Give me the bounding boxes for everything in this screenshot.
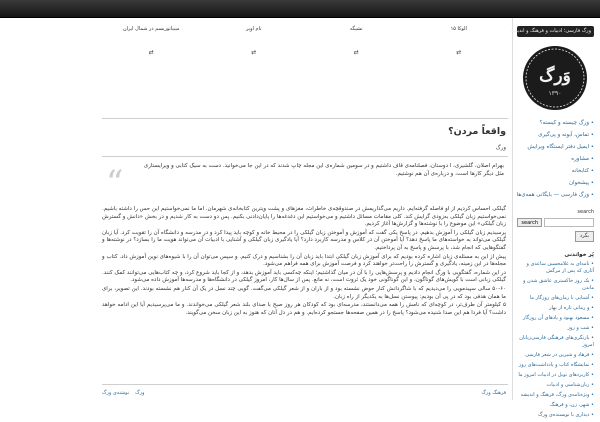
sidebar-item-consult[interactable]: • مشاوره [517,153,594,165]
recent-item[interactable]: • دیداری با نویسنده‌ی ورگ [517,412,594,419]
category-row [100,26,510,68]
recent-item[interactable]: • نمایشگاه کتاب و یادداشت‌های روز [517,362,594,369]
footer-post-link[interactable]: نوشته‌ی ورگ [102,389,130,396]
recent-item[interactable]: • زبان‌شناسی و ادبیات [517,382,594,389]
divider [102,384,508,385]
post-paragraph: پیش از این به مسئله‌ی زبان اشاره کرده بودیم که برای آموزش زبان گیلکی ابتدا باید زبان آن را بشناسیم و درک کنیم. و سپس می‌توان آن را با شیوه‌های نوین آموزش داد. کتاب و مجله‌ها در این زمینه، یادگیری و گسترش را راحت‌تر خواهند کرد و فرصت آموزش برای همه فراهم می‌شود. [102,253,506,268]
sidebar-item-editor-email[interactable]: • ایمیل دفتر ایستگاه ویرایش [517,141,594,153]
sidebar-item-library[interactable]: • کتابخانه [517,165,594,177]
category-item-3[interactable] [219,26,289,68]
recent-item[interactable]: • و رمانی تازه از بهار [517,305,594,312]
footer-author-link[interactable]: ورگ [135,389,145,396]
recent-item[interactable]: • شهر، زن، و فرهنگ [517,402,594,409]
category-label: مینیاتوریسم در شمال ایران [122,26,180,32]
top-bar [0,0,600,18]
sidebar [510,18,598,418]
recent-item[interactable]: • ویژه‌نامه‌ی ورگ، فرهنگ و اندیشه [517,392,594,399]
recent-item[interactable]: • نامه‌ای به غلامحسین ساعدی و آثاری که پس از مرگش [517,261,594,275]
category-item-1[interactable] [424,26,494,68]
recent-item[interactable]: • بازنگری‌های فرهنگی فارسی‌زبانان امروز [517,335,594,349]
post-excerpt: بهرام اصلان، گلشیری، ا دوستان، فصلنامه‌ی قاف داشتیم و در سومین شماره‌ی این مجله چاپ شدند که در این جا می‌خوانید. دست به سیک کتابی و ویرایستاری مثل دیگر کارها است، و درباره‌ی آن هم نوشتیم. [143,163,504,177]
logo-year: ۱۳۹۰ [548,90,562,97]
main-column [100,18,510,400]
recent-item[interactable]: • فرهاد و شیرین در شعر فارسی [517,352,594,359]
site-logo[interactable] [516,45,594,111]
site-tagline: ورگ فارسی؛ ادبیات و فرهنگ و اندیشه [517,26,594,37]
search-label: search [577,209,594,215]
shuffle-icon: ⇄ [353,49,359,56]
recent-item[interactable]: • مسعود بهنود و یادهای آن روزگار [517,315,594,322]
sidebar-item-archive[interactable]: • ورگ فارسی — بایگانی همه‌ی‌ها [517,189,594,201]
sidebar-item-about[interactable]: • ورگ چیسته و کیسته؟ [517,117,594,129]
sidebar-item-desk[interactable]: • پیشخوان [517,177,594,189]
recent-heading: پُر خواندنی [564,252,594,258]
category-item-2[interactable] [321,26,391,68]
search-input[interactable] [544,218,594,227]
recent-list [517,261,594,419]
post-paragraph: پرسیدیم زبان گیلکی را آموزش بدهیم. در پاسخ یکی گفت که آموزش و آموختن زبان گیلکی را در محیط خانه و کوچه باید پیدا کرد و در مدرسه و دانشگاه آن را تقویت کرد. آیا زبان گیلکی می‌تواند به خواسته‌های ما پاسخ دهد؟ آیا آموختن آن در کلاس و مدرسه کاربرد دارد؟ آیا یادگیری زبان گیلکی و آشنایی با ادبیات آن می‌تواند هویت ما را بسازد؟ در نوشته‌ها و گفتگوهایی که انجام شد، با پرسش و پاسخ به آن پرداختیم. [102,229,506,251]
sidebar-nav [517,117,594,201]
sidebar-item-contact[interactable]: • تماس، آبونه و پی‌گیری [517,129,594,141]
search-box [517,209,594,216]
category-label: نشیگه [349,26,363,32]
recent-item[interactable]: • یک روز خاکستری عاشق شدن و ماندن [517,278,594,292]
logo-text: وَرگ [539,66,571,86]
go-button[interactable]: بگرد [575,231,594,242]
shuffle-icon: ⇄ [251,49,257,56]
logo-emblem [522,45,588,111]
divider [102,156,508,157]
quote-mark-icon: “ [106,163,124,203]
shuffle-icon: ⇄ [148,49,154,56]
post-paragraph: در این شماره، گفتگویی با ورگ انجام دادیم و پرسش‌هایی را با آن در میان گذاشتیم؛ اینکه چه‌کسی باید آموزش بدهد، و از کجا باید شروع کرد، و چه کتاب‌هایی می‌توانند کمک کنند. گیلکی زبانی است با گویش‌های گوناگون، و این گوناگونی خود یک ثروت است، نه مانع. پس از سال‌ها کار، امروز گیلکی در دانشگاه‌ها و مدرسه‌ها آموزش داده می‌شود. [102,269,506,284]
post-paragraph: ۵۰-۶۰ سالی سپیدمویی را می‌دیدیم که با شاگردانش کنار حوض نشسته بود و از باران و از شعر گیلکی می‌گفت. گویی چند نسل در یک آن کنار هم نشسته بودند. این تصویر، برای ما همان هدفی بود که در پی آن بودیم: پیوستن نسل‌ها به یکدیگر از راه زبان. [102,285,506,300]
shuffle-icon: ⇄ [456,49,462,56]
category-item-4[interactable] [116,26,186,68]
post-meta: ورگ [495,145,506,151]
footer-category-link[interactable]: فرهنگ ورگ [481,389,506,396]
recent-item[interactable]: • کاربردهای نوبل در ادبیات امروز ما [517,372,594,379]
category-label: تام اوپر [245,26,262,32]
post-footer [102,387,506,398]
divider [102,118,508,119]
page [100,18,600,418]
post-paragraph: ۵ کیلومتر آن طرف‌تر، در کوچه‌ای که نامش را همه می‌دانستند، مدرسه‌ای بود که کودکان هر روز صبح با صدای بلند شعر گیلکی می‌خواندند. و ما می‌پرسیدیم آیا این ادامه خواهد داشت؟ آیا فردا هم این صدا شنیده می‌شود؟ پاسخ را در همین صفحه‌ها جستجو کرده‌ایم. و هم در دل آنان که هنوز به این زبان سخن می‌گویند. [102,302,506,316]
post-title[interactable]: واقعاً مردن؟ [448,126,506,137]
category-label: الوکا ۱۵ [450,26,467,32]
search-button[interactable]: search [517,218,542,227]
search-row [517,218,594,227]
post-paragraph: گیلکی احساس کردیم از او فاصله گرفته‌ایم. داریم می‌گذاریمش در صندوقچه‌ی خاطرات، مغزهای و پشت ویترین کتابخانه‌ی شهرمان. اما ما نمی‌خواستیم این حس را داشته باشیم. نمی‌خواستیم زبان گیلکی به‌زودی گرایش کند. کلی مقامات مسائل داشتیم و می‌خواستیم این دغدغه‌ها را پایان‌دادنی بکنیم. پس دو دست به کار شدیم و در بخش «دانش و گسترش زبان گیلکی» این موضوع را با نوشته‌ها و گزارش‌ها آغاز کردیم. [102,206,506,228]
recent-item[interactable]: • آشنایی با رمان‌های روزگار ما [517,295,594,302]
recent-item[interactable]: • شب و روز [517,325,594,332]
